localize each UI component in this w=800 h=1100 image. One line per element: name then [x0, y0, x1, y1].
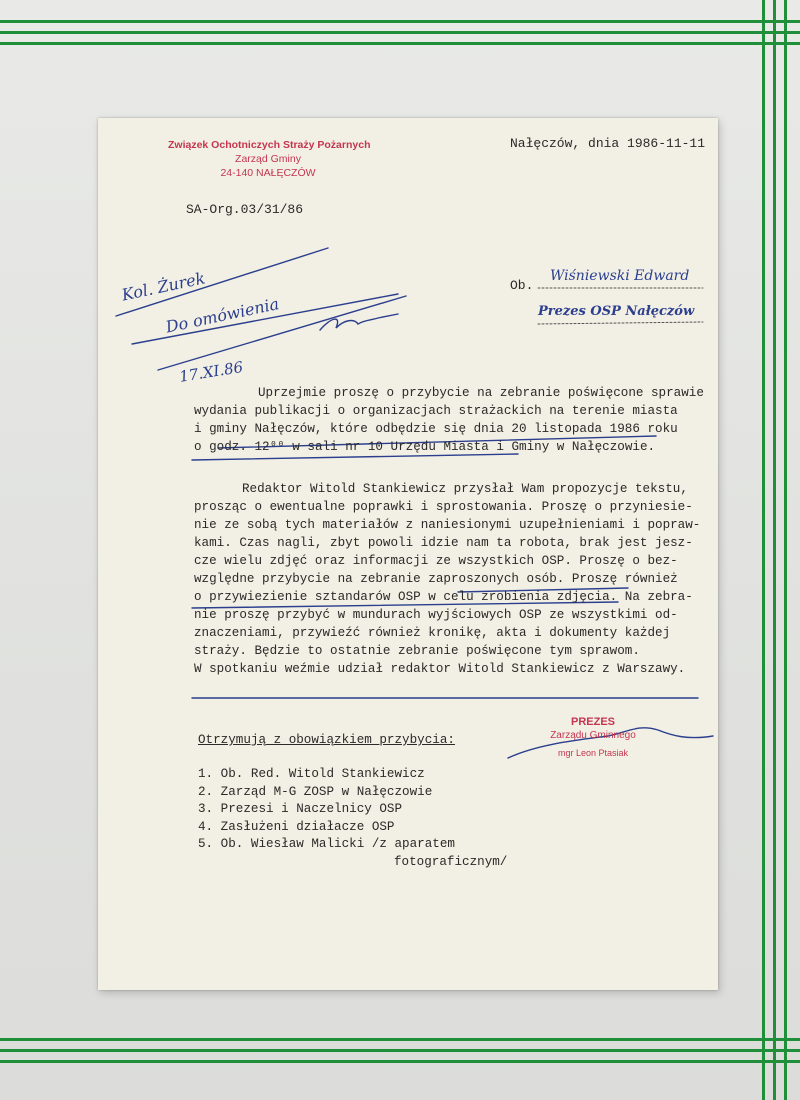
- border-line-top-2: [0, 31, 800, 34]
- border-line-right-3: [784, 0, 787, 1100]
- addressee-title: Prezes OSP Nałęczów: [538, 304, 695, 319]
- stamp-org-address: 24-140 NAŁĘCZÓW: [220, 167, 316, 179]
- recipients-heading: Otrzymują z obowiązkiem przybycia:: [198, 733, 455, 747]
- place-date: Nałęczów, dnia 1986-11-11: [510, 136, 706, 151]
- body-paragraph-2: [194, 480, 701, 678]
- border-line-bottom-2: [0, 1049, 800, 1052]
- margin-note-stroke-1: [116, 248, 328, 316]
- paragraph-1-line: Uprzejmie proszę o przybycie na zebranie poświęcone sprawie: [258, 386, 704, 400]
- recipient-item-5-continuation: fotograficznym/: [394, 854, 508, 869]
- recipient-item: 5. Ob. Wiesław Malicki /z aparatem: [198, 837, 455, 851]
- stamp-org-name: Związek Ochotniczych Straży Pożarnych: [168, 139, 371, 151]
- border-line-top-1: [0, 20, 800, 23]
- addressee-prefix: Ob.: [510, 278, 534, 293]
- stamp-org-unit: Zarząd Gminy: [235, 153, 301, 165]
- border-line-right-2: [773, 0, 776, 1100]
- body-paragraph-1: [194, 384, 704, 456]
- addressee-name: Wiśniewski Edward: [550, 268, 690, 284]
- paragraph-1-line: i gminy Nałęczów, które odbędzie się dnia 20 listopada 1986 roku: [194, 422, 678, 436]
- president-stamp: [518, 716, 668, 764]
- margin-note-instruction: Do omówienia: [164, 294, 281, 337]
- paragraph-2-line: Redaktor Witold Stankiewicz przysłał Wam propozycje tekstu,: [242, 482, 688, 496]
- paragraph-2-line: W spotkaniu weźmie udział redaktor Witold Stankiewicz z Warszawy.: [194, 662, 686, 676]
- border-line-top-3: [0, 42, 800, 45]
- paragraph-2-line: względne przybycie na zebranie zaproszonych osób. Proszę również: [194, 572, 678, 586]
- paragraph-2-line: cze wielu zdjęć oraz informacji ze wszystkich OSP. Proszę o bez-: [194, 554, 678, 568]
- margin-note-date: 17.XI.86: [178, 357, 245, 386]
- paragraph-2-line: kami. Czas nagli, zbyt powoli idzie nam ta robota, brak jest jesz-: [194, 536, 693, 550]
- paragraph-2-line: nie ze sobą tych materiałów z naniesionymi uzupełnieniami i popraw-: [194, 518, 701, 532]
- recipient-item: 4. Zasłużeni działacze OSP: [198, 819, 395, 834]
- border-line-bottom-1: [0, 1038, 800, 1041]
- president-stamp-org: Zarządu Gminnego: [550, 730, 636, 741]
- paragraph-2-line: o przywiezienie sztandarów OSP w celu zrobienia zdjęcia. Na zebra-: [194, 590, 693, 604]
- paragraph-1-line: o godz. 12⁰⁰ w sali nr 10 Urzędu Miasta i Gminy w Nałęczowie.: [194, 440, 656, 454]
- paragraph-2-line: znaczeniami, przywieźć również kronikę, akta i dokumenty każdej: [194, 626, 671, 640]
- paragraph-2-line: prosząc o ewentualne poprawki i sprostowania. Proszę o przyniesie-: [194, 500, 693, 514]
- president-stamp-title: PREZES: [570, 716, 615, 728]
- addressee-title-underline: [538, 322, 703, 324]
- recipient-item: 2. Zarząd M-G ZOSP w Nałęczowie: [198, 784, 433, 799]
- margin-note-signature: [320, 314, 398, 330]
- paragraph-1-line: wydania publikacji o organizacjach strażackich na terenie miasta: [194, 404, 678, 418]
- paragraph-2-line: nie proszę przybyć w mundurach wyjściowych OSP ze wszystkimi od-: [194, 608, 678, 622]
- border-line-bottom-3: [0, 1060, 800, 1063]
- recipient-item: 3. Prezesi i Naczelnicy OSP: [198, 802, 403, 816]
- recipient-item-continuation: [198, 854, 507, 872]
- letter-sheet: [98, 118, 718, 990]
- paragraph-2-line: straży. Będzie to ostatnie zebranie poświęcone tym sprawom.: [194, 644, 640, 658]
- border-line-right-1: [762, 0, 765, 1100]
- reference-number: SA-Org.03/31/86: [186, 202, 304, 217]
- recipients-list: [198, 766, 507, 871]
- recipient-item: 1. Ob. Red. Witold Stankiewicz: [198, 767, 425, 781]
- margin-note-stroke-2: [132, 294, 398, 344]
- margin-note-recipient: Kol. Żurek: [120, 268, 207, 305]
- president-stamp-name: mgr Leon Ptasiak: [557, 748, 629, 758]
- margin-note-stroke-3: [158, 296, 406, 370]
